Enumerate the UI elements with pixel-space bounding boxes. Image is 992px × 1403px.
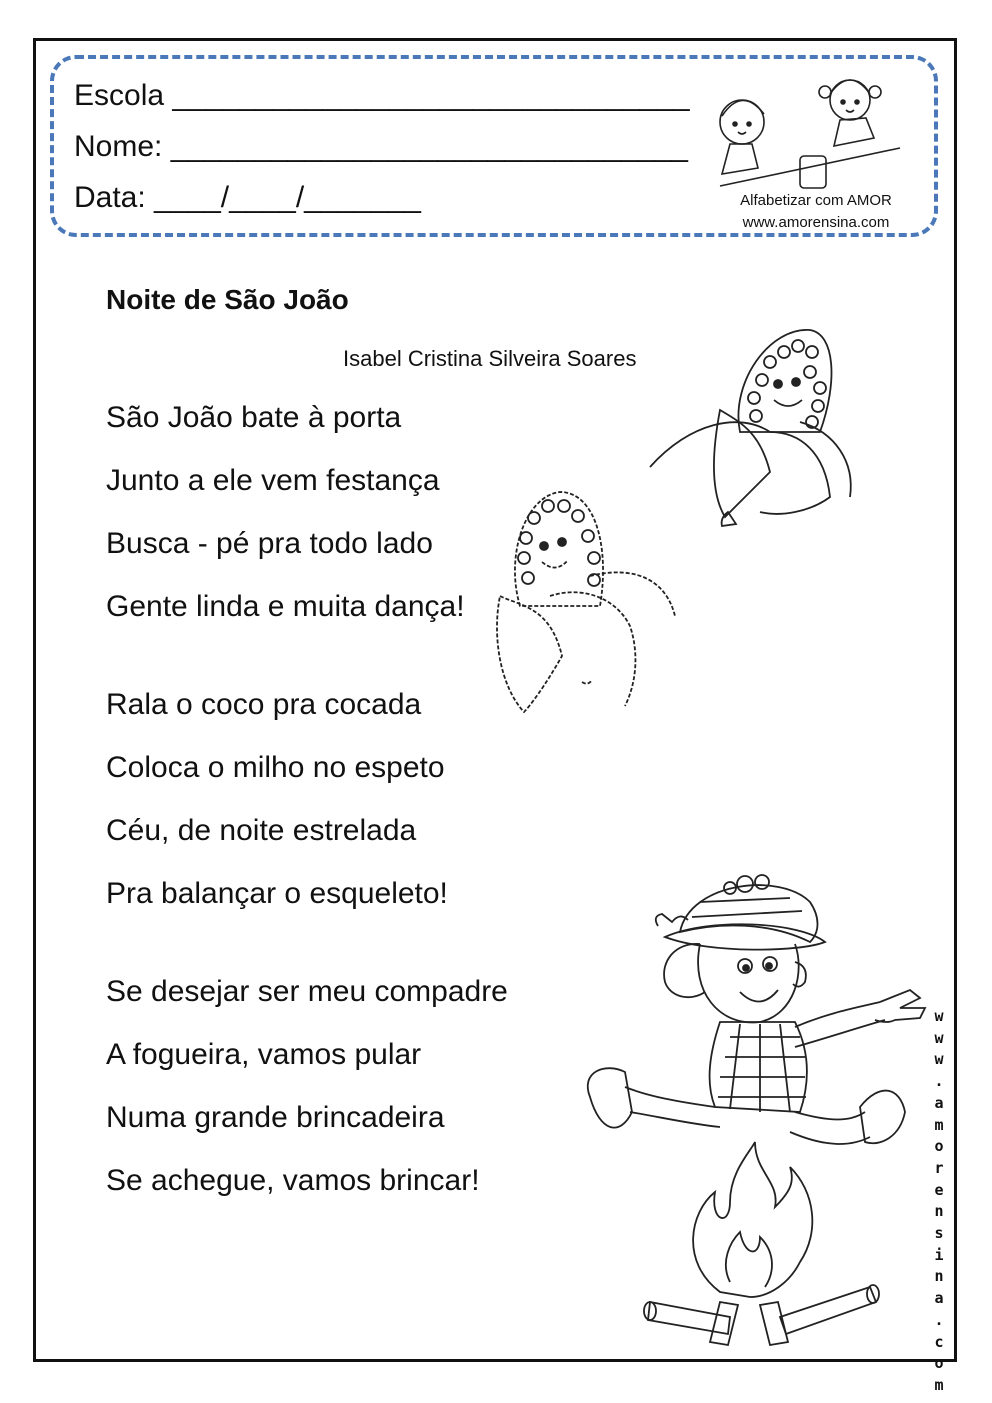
vertical-url-char: n [934, 1202, 944, 1221]
vertical-url-char: w [934, 1007, 944, 1025]
date-field[interactable]: Data: ____/____/_______ [74, 181, 421, 214]
verse-line: Rala o coco pra cocada [106, 688, 422, 721]
verse-line: Pra balançar o esqueleto! [106, 877, 448, 910]
vertical-url-char: e [934, 1180, 944, 1199]
corn-cob-icon [490, 486, 680, 726]
vertical-url-char: . [934, 1072, 944, 1091]
vertical-url-char: w [934, 1050, 944, 1069]
vertical-url-char: . [934, 1310, 944, 1329]
logo-url: www.amorensina.com [742, 214, 890, 231]
vertical-url-char: o [934, 1354, 944, 1373]
vertical-url-char: s [934, 1224, 944, 1243]
vertical-url-char: o [934, 1137, 944, 1156]
verse-line: Se achegue, vamos brincar! [106, 1164, 480, 1197]
verse-line: Junto a ele vem festança [106, 464, 440, 497]
vertical-url-char: w [934, 1028, 944, 1047]
vertical-url-char: n [934, 1267, 944, 1286]
vertical-url-char: m [934, 1115, 944, 1134]
vertical-url-char: i [934, 1245, 944, 1264]
verse-line: Numa grande brincadeira [106, 1101, 445, 1134]
poem-author: Isabel Cristina Silveira Soares [343, 346, 637, 371]
logo-title: Alfabetizar com AMOR [740, 192, 892, 209]
verse-line: A fogueira, vamos pular [106, 1038, 422, 1071]
verse-line: Se desejar ser meu compadre [106, 975, 508, 1008]
vertical-url-char: m [934, 1375, 944, 1394]
verse-line: São João bate à porta [106, 401, 402, 434]
poem-title: Noite de São João [106, 284, 349, 315]
verse-line: Gente linda e muita dança! [106, 590, 465, 623]
verse-line: Coloca o milho no espeto [106, 751, 445, 784]
verse-line: Busca - pé pra todo lado [106, 527, 433, 560]
dancing-boy-bonfire-icon [580, 862, 925, 1347]
vertical-url-char: r [934, 1158, 944, 1177]
vertical-url-char: c [934, 1332, 944, 1351]
vertical-url-char: a [934, 1093, 944, 1112]
corn-cob-icon [650, 322, 860, 532]
kids-seesaw-icon [700, 64, 920, 194]
name-field[interactable]: Nome: _______________________________ [74, 130, 688, 163]
vertical-site-url [929, 1006, 949, 1397]
verse-line: Céu, de noite estrelada [106, 814, 417, 847]
school-field[interactable]: Escola _______________________________ [74, 79, 690, 112]
vertical-url-char: a [934, 1289, 944, 1308]
